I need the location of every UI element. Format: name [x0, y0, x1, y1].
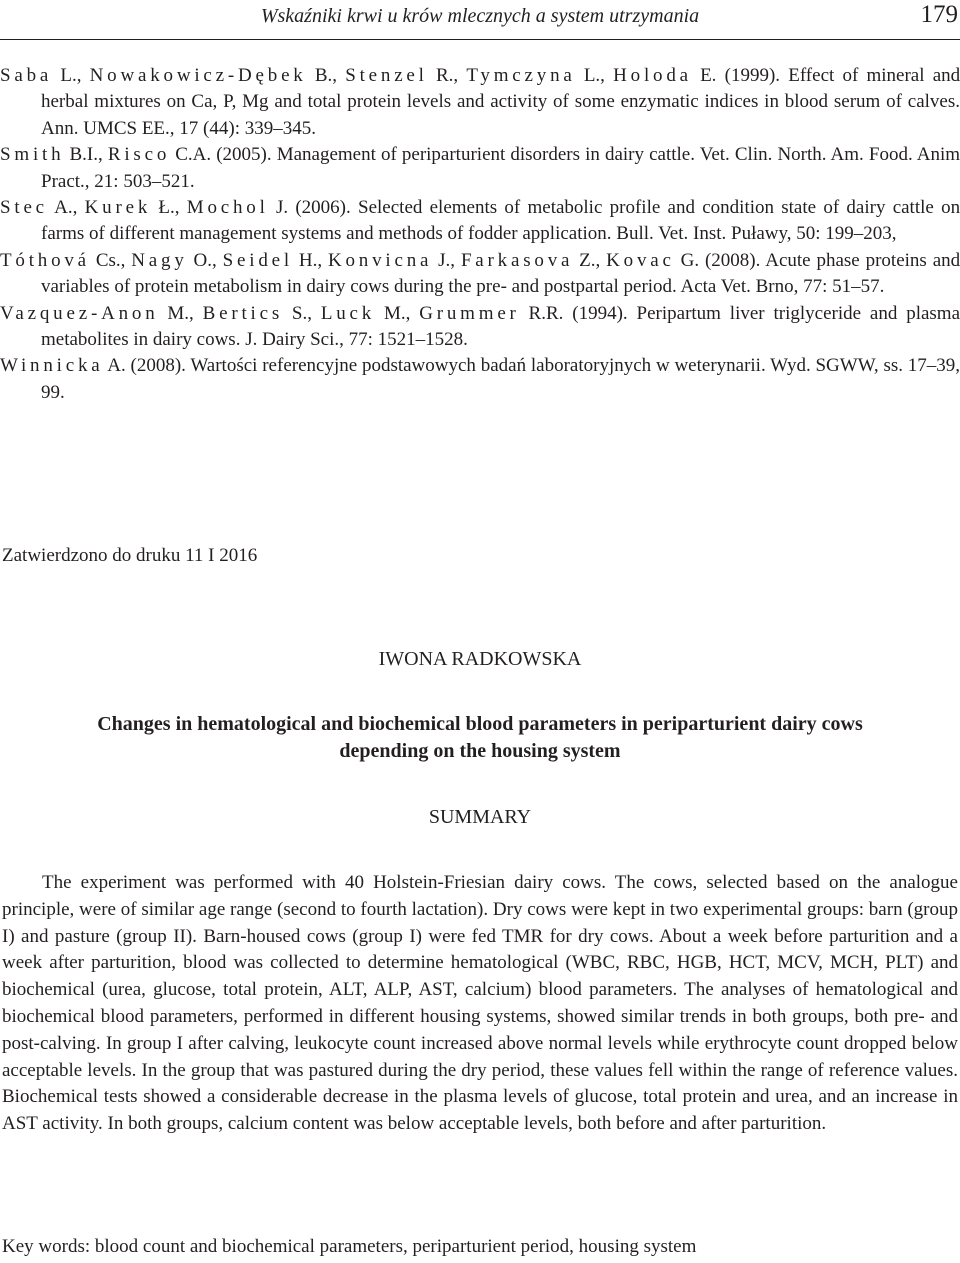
- reference-author: Bertics: [202, 302, 284, 324]
- reference-author: Nagy: [131, 249, 188, 271]
- page-header: [0, 0, 960, 40]
- reference-author-initials: A.: [107, 355, 126, 377]
- reference-author-initials: E.: [700, 65, 717, 86]
- reference-author: Risco: [107, 144, 171, 166]
- keywords: Key words: blood count and biochemical parameters, periparturient period, housing system: [2, 1236, 697, 1257]
- reference-details: (1999). Effect of mineral and herbal mixtures on Ca, P, Mg and total protein levels and activity of some enzymatic indices in blood serum of calves. Ann. UMCS EE., 17 (44): 339–345.: [41, 65, 960, 139]
- reference-author-initials: G.: [680, 249, 700, 271]
- reference-author: Grummer: [419, 302, 520, 324]
- article-title-line: depending on the housing system: [339, 740, 621, 762]
- summary-heading: SUMMARY: [428, 806, 532, 828]
- reference-item: Saba L., Nowakowicz-Dębek B., Stenzel R., Tymczyna L., Holoda E. (1999). Effect of mineral and herbal mixtures on Ca, P, Mg and total protein levels and activity of some enzymatic indices in blood serum of calves. Ann. UMCS EE., 17 (44): 339–345.: [0, 65, 960, 139]
- reference-item: Vazquez-Anon M., Bertics S., Luck M., Grummer R.R. (1994). Peripartum liver triglyceride and plasma metabolites in dairy cows. J. Dairy Sci., 77: 1521–1528.: [0, 302, 960, 351]
- reference-author-initials: C.A.: [175, 144, 212, 166]
- reference-author-initials: B.I.: [69, 144, 98, 166]
- reference-author-initials: Z.: [579, 249, 596, 271]
- reference-author: Tóthová: [0, 249, 90, 271]
- reference-author: Konvicna: [327, 249, 433, 271]
- article-title-line: Changes in hematological and biochemical blood parameters in periparturient dairy cows: [97, 713, 863, 735]
- reference-author: Saba: [0, 65, 53, 86]
- reference-author-initials: M.: [167, 302, 190, 324]
- reference-author: Winnicka: [0, 355, 104, 377]
- approval-note: Zatwierdzono do druku 11 I 2016: [2, 545, 258, 566]
- reference-author-initials: B.: [314, 65, 333, 86]
- reference-author-initials: Ł.: [158, 197, 175, 219]
- reference-author: Stenzel: [345, 65, 428, 86]
- reference-author-initials: J.: [275, 197, 289, 219]
- reference-author: Farkasova: [460, 249, 574, 271]
- article-title: [0, 711, 960, 765]
- reference-details: (2008). Acute phase proteins and variables of protein metabolism in dairy cows during the pre- and postpartal period. Acta Vet. Brno, 77: 51–57.: [41, 249, 960, 298]
- reference-author-initials: R.: [435, 65, 454, 86]
- reference-author-initials: O.: [193, 249, 213, 271]
- reference-author: Kovac: [606, 249, 675, 271]
- reference-author-initials: Cs.: [95, 249, 121, 271]
- reference-author: Stec: [0, 197, 48, 219]
- summary-text: The experiment was performed with 40 Holstein-Friesian dairy cows. The cows, selected based on the analogue principle, were of similar age range (second to fourth lactation). Dry cows were kept in two experimental groups: barn (group I) and pasture (group II). Barn-housed cows (group I) were fed TMR for dry cows. About a week before parturition and a week after parturition, blood was collected to determine hematological (WBC, RBC, HGB, HCT, MCV, MCH, PLT) and biochemical (urea, glucose, total protein, ALT, ALP, AST, calcium) blood parameters. The analyses of hematological and biochemical blood parameters, performed in different housing systems, showed similar trends in both groups, both pre- and post-calving. In group I after calving, leukocyte count increased above normal levels while erythrocyte count dropped below acceptable levels. In the group that was pastured during the dry period, these values fell within the range of reference values. Biochemical tests showed a considerable decrease in the plasma levels of glucose, total protein and urea, and an increase in AST activity. In both groups, calcium content was below acceptable levels, both before and after parturition.: [2, 872, 958, 1135]
- reference-author-initials: M.: [383, 302, 406, 324]
- reference-author: Tymczyna: [466, 65, 576, 86]
- reference-author-initials: S.: [291, 302, 308, 324]
- reference-author-initials: L.: [60, 65, 77, 86]
- reference-item: [0, 353, 960, 406]
- reference-details: (1994). Peripartum liver triglyceride and plasma metabolites in dairy cows. J. Dairy Sci., 77: 1521–1528.: [41, 302, 960, 351]
- running-title: Wskaźniki krwi u krów mlecznych a system utrzymania: [260, 5, 700, 27]
- summary-author: IWONA RADKOWSKA: [378, 648, 582, 670]
- reference-author: Mochol: [186, 197, 269, 219]
- reference-list: [0, 63, 960, 406]
- reference-item: Smith B.I., Risco C.A. (2005). Management of periparturient disorders in dairy cattle. Vet. Clin. North. Am. Food. Anim Pract., 21: 503–521.: [0, 144, 960, 192]
- reference-details: (2005). Management of periparturient disorders in dairy cattle. Vet. Clin. North. Am. Food. Anim Pract., 21: 503–521.: [41, 144, 960, 192]
- reference-author: Nowakowicz-Dębek: [89, 65, 307, 86]
- reference-details: (2008). Wartości referencyjne podstawowych badań laboratoryjnych w weterynarii. Wyd. SGWW, ss. 17–39, 99.: [41, 355, 960, 403]
- reference-author: Seidel: [222, 249, 293, 271]
- page-number: 179: [920, 1, 958, 28]
- reference-details: (2006). Selected elements of metabolic profile and condition state of dairy cattle on farms of different management systems and methods of fodder application. Bull. Vet. Inst. Puławy, 50: 199–203,: [41, 197, 960, 245]
- header-rule: [0, 39, 960, 40]
- reference-author-initials: A.: [54, 197, 73, 219]
- reference-item: Tóthová Cs., Nagy O., Seidel H., Konvicna J., Farkasova Z., Kovac G. (2008). Acute phase proteins and variables of protein metabolism in dairy cows during the pre- and postpartal period. Acta Vet. Brno, 77: 51–57.: [0, 249, 960, 298]
- reference-author: Vazquez-Anon: [0, 302, 159, 324]
- reference-author-initials: H.: [298, 249, 318, 271]
- reference-author: Kurek: [84, 197, 152, 219]
- reference-author-initials: R.R.: [528, 302, 564, 324]
- reference-author-initials: J.: [438, 249, 451, 271]
- reference-item: Stec A., Kurek Ł., Mochol J. (2006). Selected elements of metabolic profile and condition state of dairy cattle on farms of different management systems and methods of fodder application. Bull. Vet. Inst. Puławy, 50: 199–203,: [0, 197, 960, 245]
- reference-author: Luck: [320, 302, 376, 324]
- reference-author-initials: L.: [583, 65, 601, 86]
- reference-author: Holoda: [613, 65, 692, 86]
- reference-author: Smith: [0, 144, 65, 166]
